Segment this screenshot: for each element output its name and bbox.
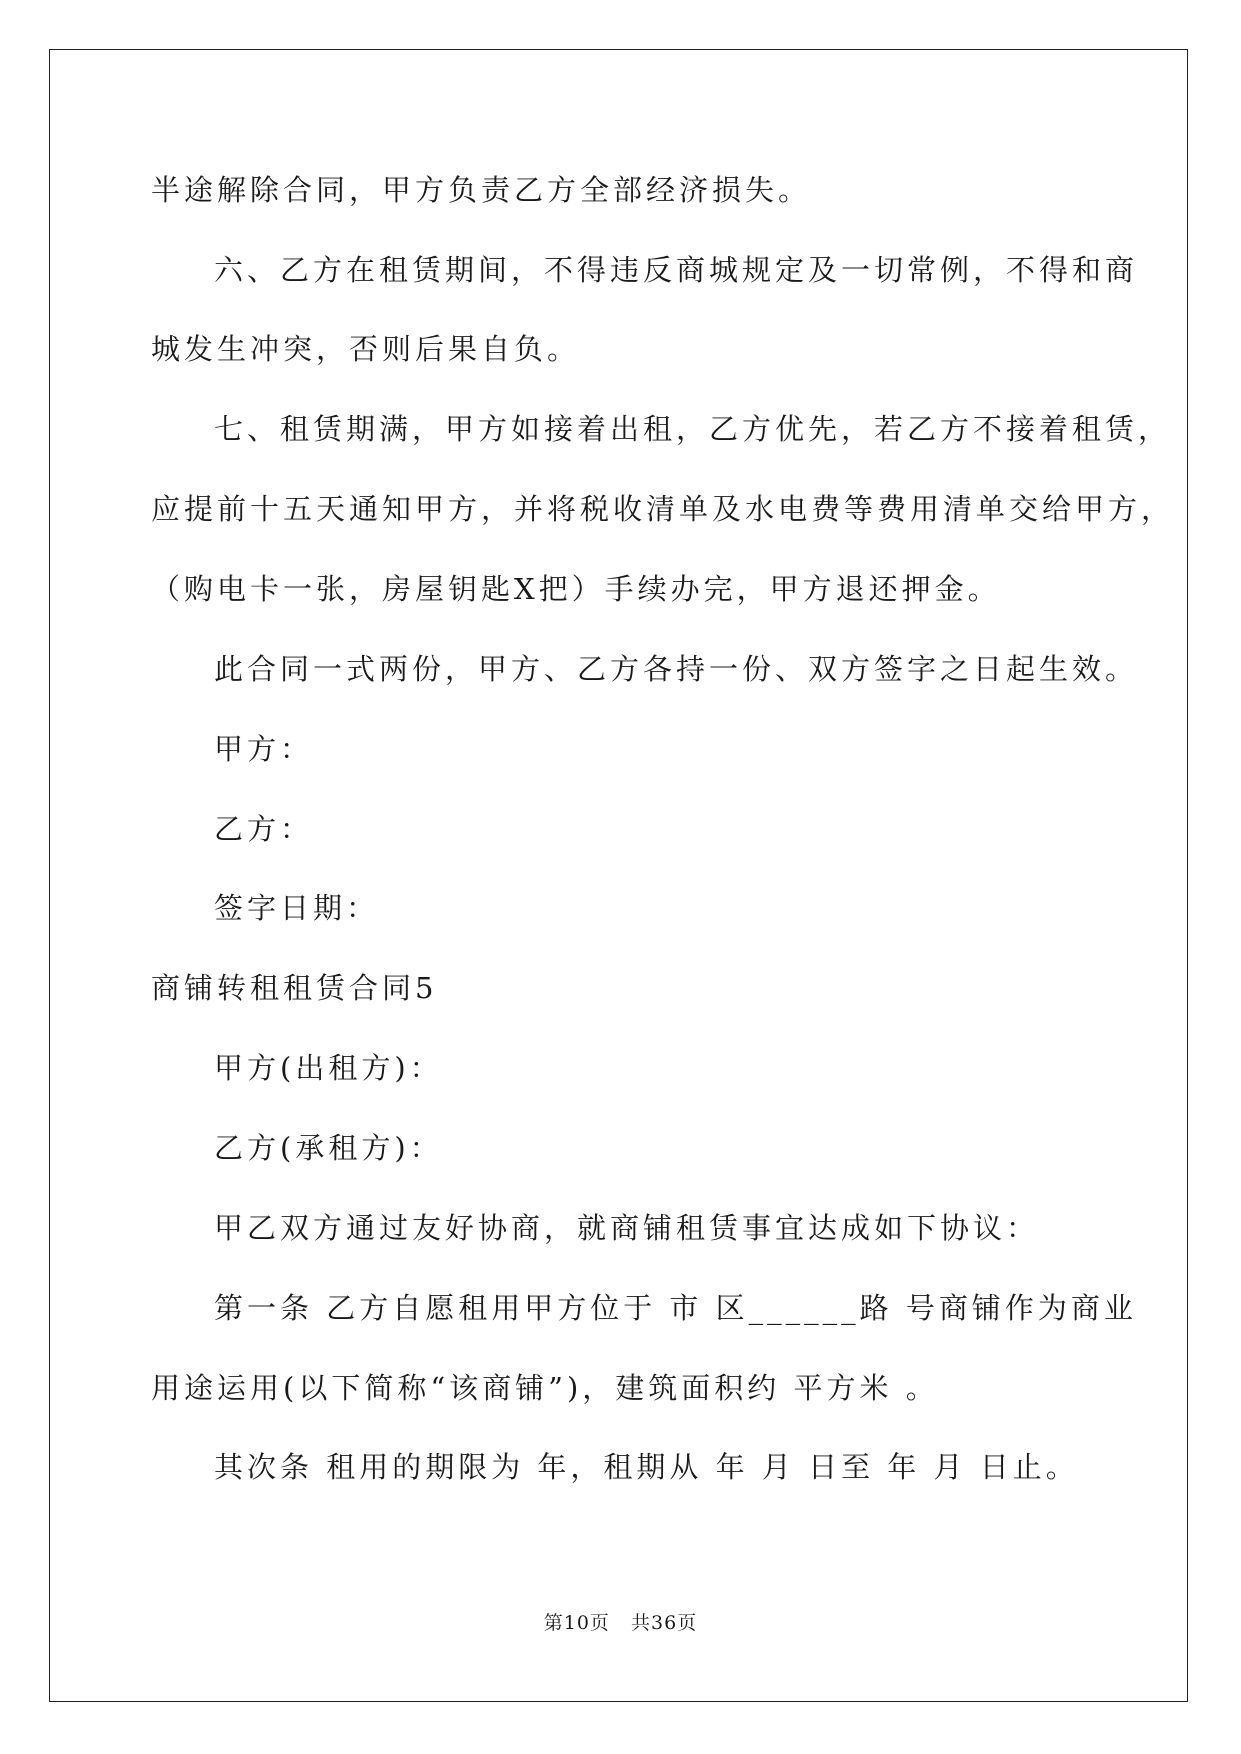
signing-date-label: 签字日期： xyxy=(214,891,380,925)
party-a-signature-label: 甲方： xyxy=(214,732,314,766)
article-two-line: 其次条 租用的期限为 年，租期从 年 月 日至 年 月 日止。 xyxy=(214,1450,1079,1484)
body-line: 应提前十五天通知甲方，并将税收清单及水电费等费用清单交给甲方， xyxy=(151,492,1175,526)
article-one-line: 第一条 乙方自愿租用甲方位于 市 区______路 号商铺作为商业 xyxy=(214,1291,1137,1325)
clause-six-line: 六、乙方在租赁期间，不得违反商城规定及一切常例，不得和商 xyxy=(214,253,1139,287)
clause-seven-line: 七、租赁期满，甲方如接着出租，乙方优先，若乙方不接着租赁， xyxy=(214,412,1172,446)
body-line: （购电卡一张，房屋钥匙X把）手续办完，甲方退还押金。 xyxy=(151,572,1001,606)
party-b-signature-label: 乙方： xyxy=(214,812,314,846)
lessee-label: 乙方(承租方)： xyxy=(214,1131,443,1165)
lessor-label: 甲方(出租方)： xyxy=(214,1051,443,1085)
body-line: 城发生冲突，否则后果自负。 xyxy=(151,332,581,366)
body-line: 用途运用(以下简称“该商铺”)，建筑面积约 平方米 。 xyxy=(151,1371,939,1405)
page-footer: 第10页 共36页 xyxy=(543,1612,698,1634)
body-line: 半途解除合同，甲方负责乙方全部经济损失。 xyxy=(151,173,812,207)
section-title: 商铺转租租赁合同5 xyxy=(151,971,438,1005)
contract-copies-line: 此合同一式两份，甲方、乙方各持一份、双方签字之日起生效。 xyxy=(214,652,1139,686)
agreement-intro: 甲乙双方通过友好协商，就商铺租赁事宜达成如下协议： xyxy=(214,1211,1040,1245)
